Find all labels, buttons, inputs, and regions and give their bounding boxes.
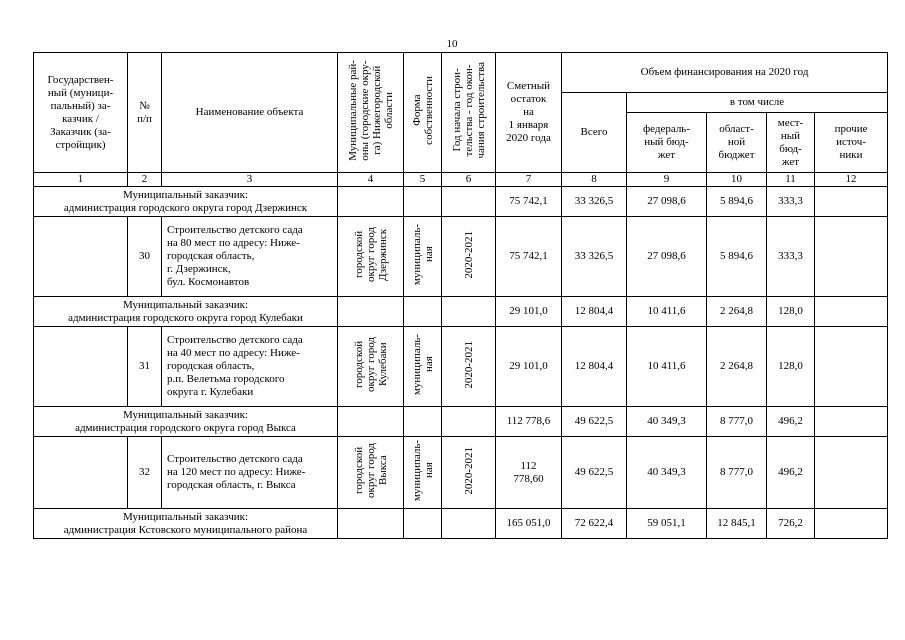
object-district: городской округ город Дзержинск <box>338 217 404 297</box>
regional-value: 2 264,8 <box>707 327 767 407</box>
regional-value: 5 894,6 <box>707 187 767 217</box>
regional-value: 2 264,8 <box>707 297 767 327</box>
header-total: Всего <box>562 93 627 173</box>
customer-row <box>34 509 888 539</box>
federal-value: 10 411,6 <box>627 327 707 407</box>
empty-cell <box>338 297 404 327</box>
federal-value: 27 098,6 <box>627 217 707 297</box>
object-ownership: муниципаль- ная <box>404 327 442 407</box>
other-value <box>815 297 888 327</box>
column-number: 6 <box>442 173 496 187</box>
empty-cell <box>442 297 496 327</box>
regional-value: 8 777,0 <box>707 407 767 437</box>
empty-cell <box>404 407 442 437</box>
header-row <box>34 53 888 93</box>
federal-value: 10 411,6 <box>627 297 707 327</box>
object-name: Строительство детского сада на 120 мест по адресу: Ниже- городская область, г. Выкса <box>162 437 338 509</box>
empty-cell <box>442 509 496 539</box>
federal-value: 27 098,6 <box>627 187 707 217</box>
regional-value: 12 845,1 <box>707 509 767 539</box>
other-value <box>815 437 888 509</box>
object-district: городской округ город Кулебаки <box>338 327 404 407</box>
customer-row <box>34 407 888 437</box>
object-years: 2020-2021 <box>442 217 496 297</box>
balance-value: 75 742,1 <box>496 187 562 217</box>
column-number: 11 <box>767 173 815 187</box>
empty-cell <box>34 217 128 297</box>
header-customer: Государствен- ный (муници- пальный) за- казчик / Заказчик (за- стройщик) <box>34 53 128 173</box>
federal-value: 59 051,1 <box>627 509 707 539</box>
federal-value: 40 349,3 <box>627 407 707 437</box>
total-value: 33 326,5 <box>562 217 627 297</box>
header-other: прочие источ- ники <box>815 113 888 173</box>
header-including: в том числе <box>627 93 888 113</box>
column-number: 2 <box>128 173 162 187</box>
total-value: 33 326,5 <box>562 187 627 217</box>
customer-row <box>34 297 888 327</box>
other-value <box>815 217 888 297</box>
object-name: Строительство детского сада на 40 мест по адресу: Ниже- городская область, р.п. Велетьма городского округа г. Кулебаки <box>162 327 338 407</box>
column-number: 4 <box>338 173 404 187</box>
total-value: 72 622,4 <box>562 509 627 539</box>
object-number: 32 <box>128 437 162 509</box>
object-ownership: муниципаль- ная <box>404 217 442 297</box>
header-local: мест- ный бюд- жет <box>767 113 815 173</box>
object-ownership: муниципаль- ная <box>404 437 442 509</box>
object-number: 31 <box>128 327 162 407</box>
other-value <box>815 509 888 539</box>
empty-cell <box>34 437 128 509</box>
header-number: № п/п <box>128 53 162 173</box>
object-name: Строительство детского сада на 80 мест по адресу: Ниже- городская область, г. Дзержинск, бул. Космонавтов <box>162 217 338 297</box>
empty-cell <box>338 509 404 539</box>
column-number: 10 <box>707 173 767 187</box>
column-number: 12 <box>815 173 888 187</box>
header-regional: област- ной бюджет <box>707 113 767 173</box>
column-number: 1 <box>34 173 128 187</box>
balance-value: 165 051,0 <box>496 509 562 539</box>
header-balance: Сметный остаток на 1 января 2020 года <box>496 53 562 173</box>
balance-value: 112 778,60 <box>496 437 562 509</box>
balance-value: 112 778,6 <box>496 407 562 437</box>
total-value: 12 804,4 <box>562 297 627 327</box>
object-row <box>34 437 888 509</box>
page-number: 10 <box>446 38 458 50</box>
column-number: 3 <box>162 173 338 187</box>
object-row <box>34 327 888 407</box>
regional-value: 5 894,6 <box>707 217 767 297</box>
empty-cell <box>34 327 128 407</box>
column-number: 8 <box>562 173 627 187</box>
local-value: 128,0 <box>767 327 815 407</box>
customer-name: Муниципальный заказчик: администрация Кстовского муниципального района <box>34 509 338 539</box>
other-value <box>815 407 888 437</box>
total-value: 49 622,5 <box>562 407 627 437</box>
column-number: 7 <box>496 173 562 187</box>
header-object-name: Наименование объекта <box>162 53 338 173</box>
header-federal: федераль- ный бюд- жет <box>627 113 707 173</box>
local-value: 496,2 <box>767 407 815 437</box>
header-ownership: Форма собственности <box>404 53 442 173</box>
regional-value: 8 777,0 <box>707 437 767 509</box>
header-years: Год начала строи- тельства - год окон- чания строительства <box>442 53 496 173</box>
total-value: 12 804,4 <box>562 327 627 407</box>
header-funding: Объем финансирования на 2020 год <box>562 53 888 93</box>
other-value <box>815 187 888 217</box>
balance-value: 29 101,0 <box>496 327 562 407</box>
empty-cell <box>338 407 404 437</box>
object-district: городской округ город Выкса <box>338 437 404 509</box>
object-row <box>34 217 888 297</box>
empty-cell <box>442 187 496 217</box>
empty-cell <box>338 187 404 217</box>
empty-cell <box>404 187 442 217</box>
other-value <box>815 327 888 407</box>
customer-name: Муниципальный заказчик: администрация городского округа город Выкса <box>34 407 338 437</box>
financing-table <box>33 52 888 539</box>
header-district: Муниципальные рай- оны (городские окру- га) Нижегородской области <box>338 53 404 173</box>
local-value: 333,3 <box>767 217 815 297</box>
local-value: 333,3 <box>767 187 815 217</box>
balance-value: 29 101,0 <box>496 297 562 327</box>
column-number: 5 <box>404 173 442 187</box>
object-years: 2020-2021 <box>442 327 496 407</box>
empty-cell <box>404 509 442 539</box>
local-value: 726,2 <box>767 509 815 539</box>
customer-name: Муниципальный заказчик: администрация городского округа город Дзержинск <box>34 187 338 217</box>
local-value: 128,0 <box>767 297 815 327</box>
object-number: 30 <box>128 217 162 297</box>
total-value: 49 622,5 <box>562 437 627 509</box>
column-number: 9 <box>627 173 707 187</box>
empty-cell <box>442 407 496 437</box>
local-value: 496,2 <box>767 437 815 509</box>
customer-name: Муниципальный заказчик: администрация городского округа город Кулебаки <box>34 297 338 327</box>
balance-value: 75 742,1 <box>496 217 562 297</box>
column-number-row <box>34 173 888 187</box>
customer-row <box>34 187 888 217</box>
object-years: 2020-2021 <box>442 437 496 509</box>
federal-value: 40 349,3 <box>627 437 707 509</box>
empty-cell <box>404 297 442 327</box>
